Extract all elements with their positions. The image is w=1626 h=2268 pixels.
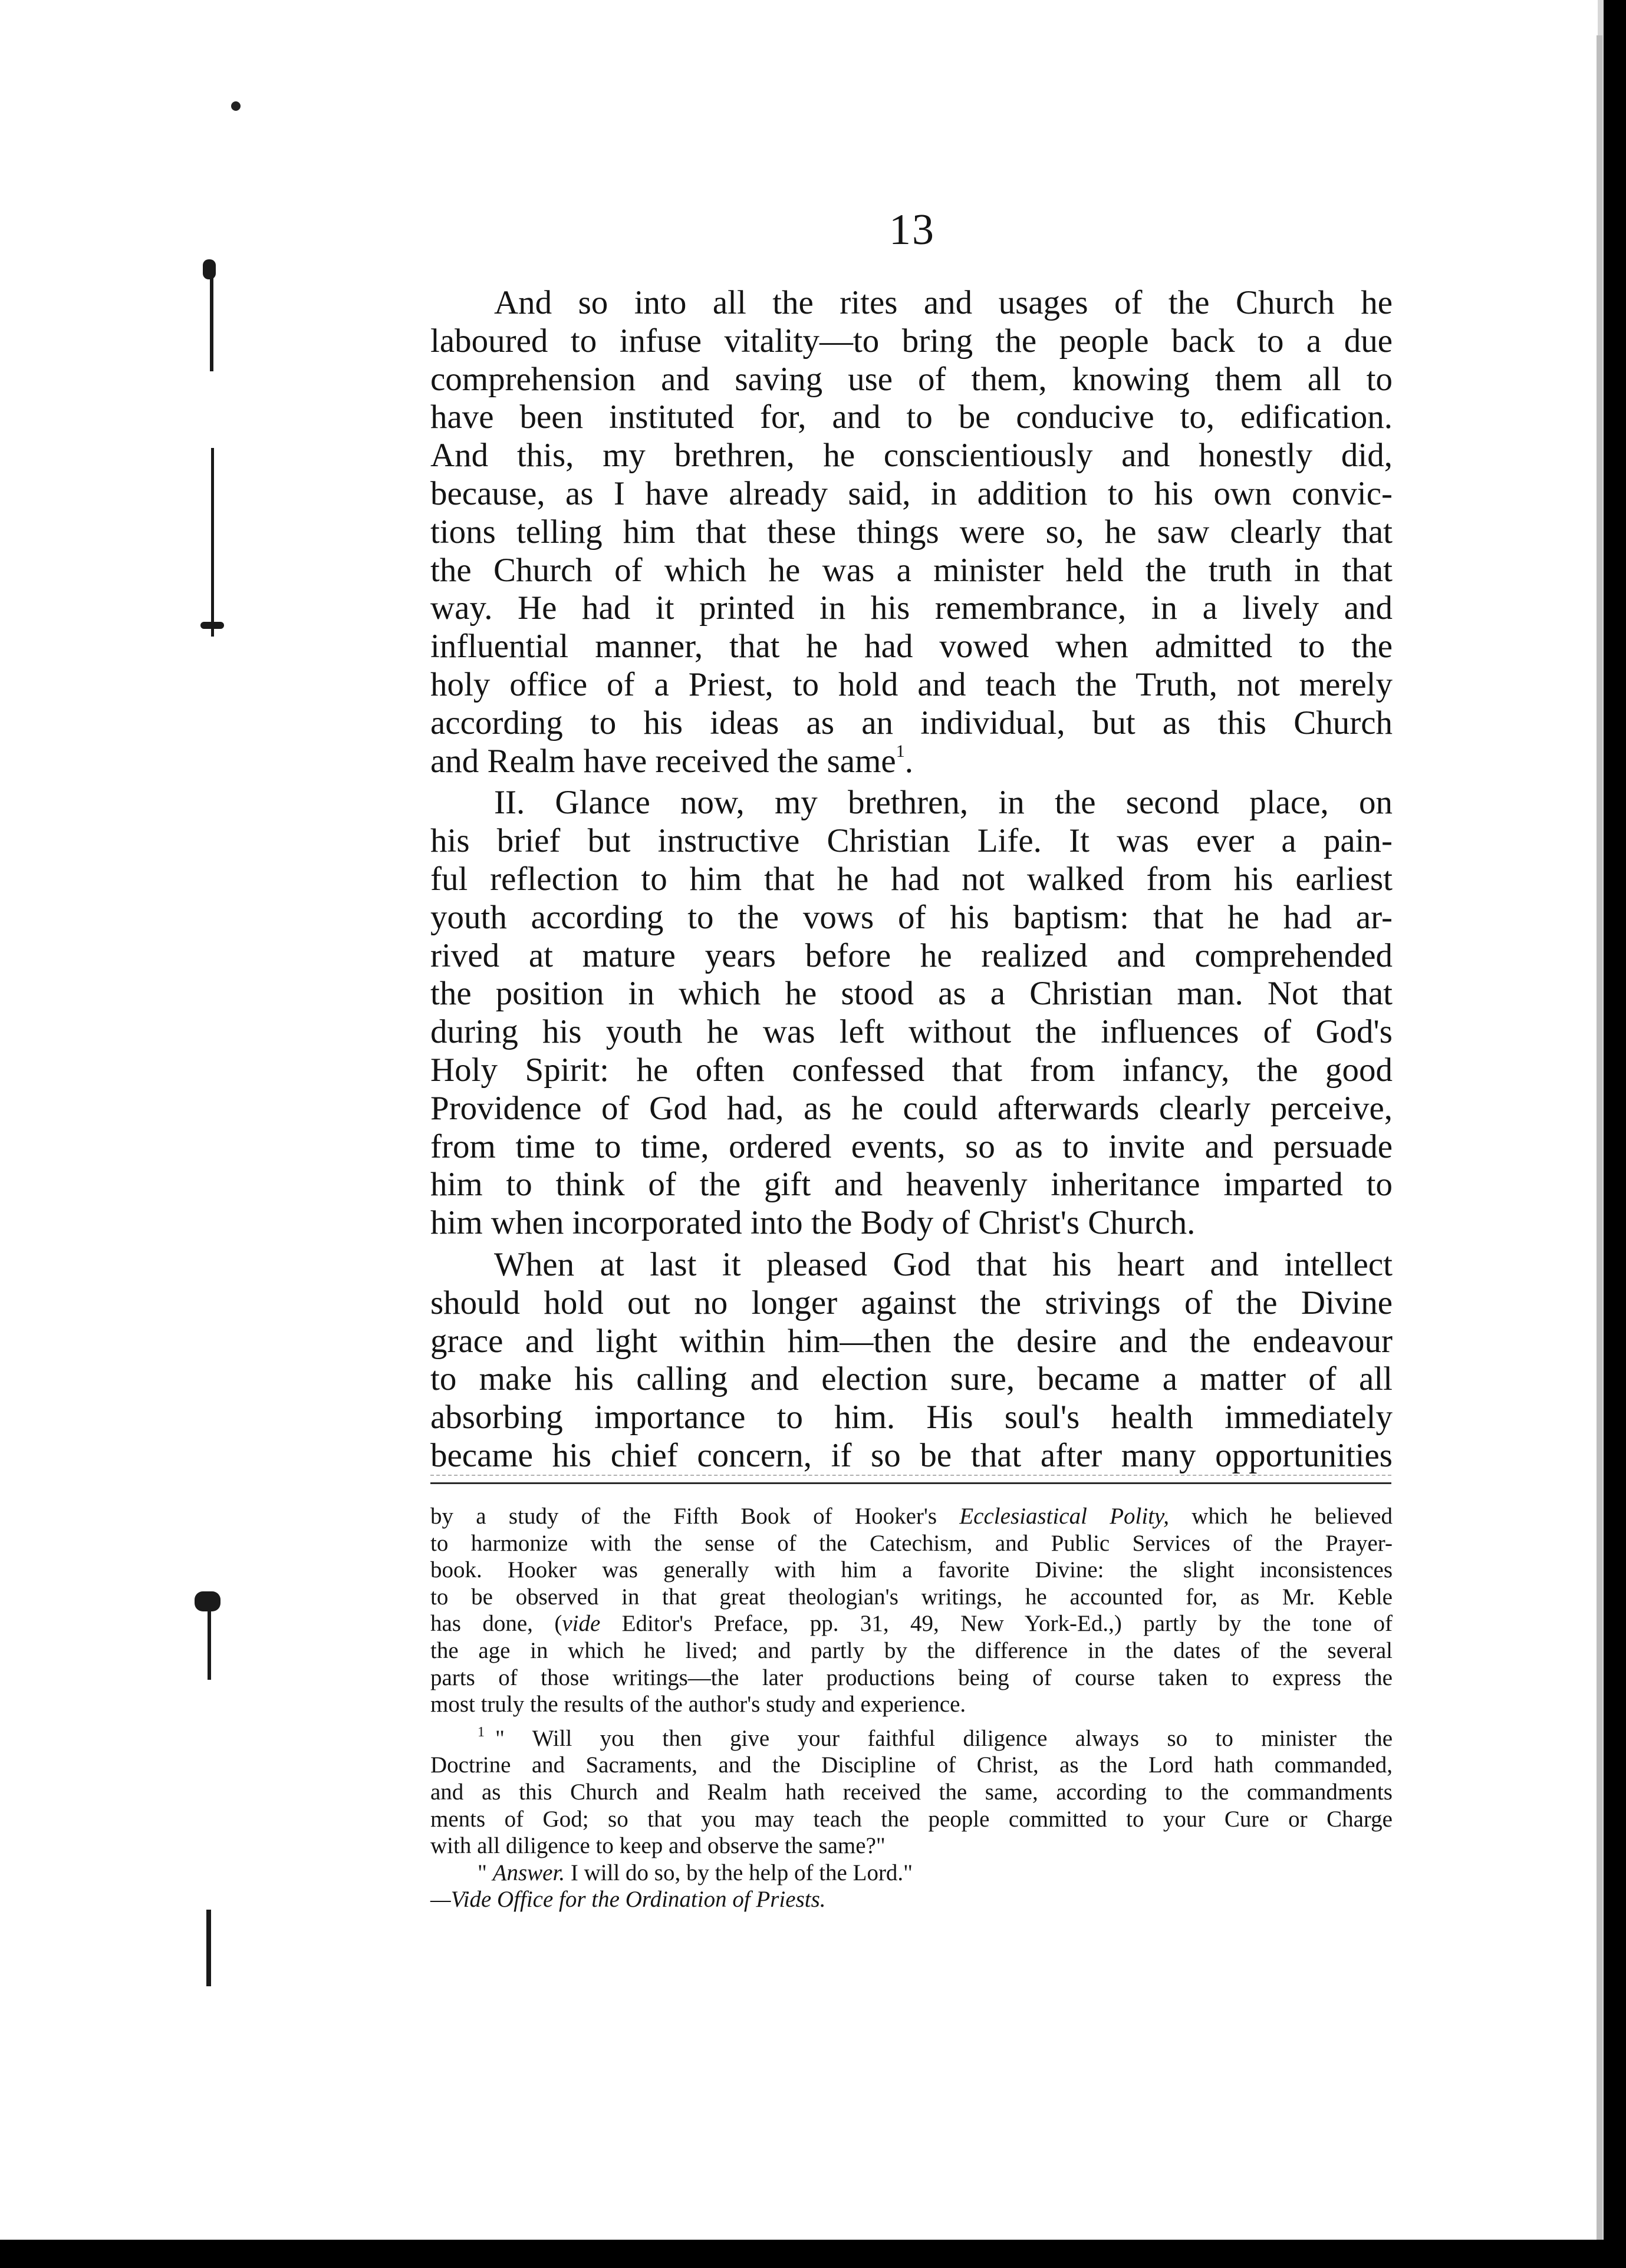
text-line: him to think of the gift and heavenly inheritance imparted to <box>430 1166 1393 1204</box>
binding-mark-3 <box>211 448 214 637</box>
footnote-1 <box>430 1725 1393 1913</box>
text-run: . <box>904 742 913 780</box>
footnote-line: ments of God; so that you may teach the people committed to your Cure or Charge <box>430 1806 1393 1832</box>
footnote-line: to be observed in that great theologian's writings, he accounted for, as Mr. Keble <box>430 1584 1393 1610</box>
text-line: his brief but instructive Christian Life. It was ever a pain- <box>430 822 1393 860</box>
text-line: laboured to infuse vitality—to bring the people back to a due <box>430 322 1393 360</box>
footnote-line <box>430 1725 1393 1752</box>
text-line: the Church of which he was a minister held the truth in that <box>430 551 1393 589</box>
page-edge-shadow <box>1597 35 1602 2240</box>
text-run-italic: Answer. <box>492 1860 565 1885</box>
footnote-line <box>430 1503 1393 1530</box>
text-line: from time to time, ordered events, so as to invite and persuade <box>430 1128 1393 1165</box>
footnote-rule-faint <box>430 1475 1391 1476</box>
text-line: And this, my brethren, he conscientiously and honestly did, <box>430 437 1393 474</box>
text-line: should hold out no longer against the strivings of the Divine <box>430 1284 1393 1321</box>
text-run-italic: vide <box>562 1611 601 1637</box>
paragraph-rites-and-usages <box>430 284 1393 780</box>
footnote-mark: 1 <box>478 1724 485 1740</box>
footnote-line: book. Hooker was generally with him a favorite Divine: the slight inconsistences <box>430 1557 1393 1583</box>
text-line: youth according to the vows of his baptism: that he had ar- <box>430 898 1393 936</box>
book-title: Ecclesiastical Polity, <box>959 1504 1169 1529</box>
binding-mark-4 <box>200 622 224 629</box>
binding-mark-5 <box>195 1591 220 1611</box>
text-run: which he believed <box>1169 1504 1393 1529</box>
text-run: Editor's Preface, pp. 31, 49, New York-Ed.,) partly by the tone of <box>600 1611 1393 1637</box>
footnote-line <box>430 1610 1393 1637</box>
footnote-rule <box>430 1482 1391 1484</box>
binding-mark-1 <box>203 259 216 279</box>
footnote-answer <box>430 1860 1393 1887</box>
footnote-line: to harmonize with the sense of the Catechism, and Public Services of the Prayer- <box>430 1530 1393 1556</box>
footnote-line: Doctrine and Sacraments, and the Discipline of Christ, as the Lord hath commanded, <box>430 1752 1393 1778</box>
binding-mark-2 <box>210 277 213 371</box>
paragraph-christian-life <box>430 784 1393 1242</box>
text-line: holy office of a Priest, to hold and teach the Truth, not merely <box>430 665 1393 703</box>
text-run: " <box>478 1860 493 1885</box>
footnote-line: most truly the results of the author's study and experience. <box>430 1692 966 1718</box>
footnote-citation: —Vide Office for the Ordination of Priests. <box>430 1887 826 1913</box>
text-line: And so into all the rites and usages of the Church he <box>494 284 1393 321</box>
binding-mark-6 <box>208 1609 211 1680</box>
page-number: 13 <box>889 206 935 254</box>
footnote-line: parts of those writings—the later productions being of course taken to express the <box>430 1664 1393 1690</box>
footnote-line: and as this Church and Realm hath received the same, according to the commandments <box>430 1779 1393 1805</box>
scan-speck <box>231 101 241 111</box>
text-run: I will do so, by the help of the Lord." <box>565 1860 913 1885</box>
text-run: by a study of the Fifth Book of Hooker's <box>430 1504 960 1529</box>
footnote-continued <box>430 1503 1393 1718</box>
text-line: tions telling him that these things were so, he saw clearly that <box>430 513 1393 550</box>
text-line: grace and light within him—then the desire and the endeavour <box>430 1322 1393 1360</box>
text-line <box>430 743 1393 781</box>
text-line: him when incorporated into the Body of Christ's Church. <box>430 1204 1196 1242</box>
footnote-reference[interactable]: 1 <box>896 741 905 761</box>
text-line: absorbing importance to him. His soul's health immediately <box>430 1399 1393 1436</box>
paragraph-when-at-last <box>430 1246 1393 1475</box>
text-line: to make his calling and election sure, became a matter of all <box>430 1360 1393 1398</box>
text-line: rived at mature years before he realized and comprehended <box>430 937 1393 974</box>
text-run: " Will you then give your faithful diligence always so to minister the <box>495 1725 1393 1751</box>
text-line: II. Glance now, my brethren, in the second place, on <box>494 784 1393 822</box>
body-text <box>430 284 1393 1479</box>
text-line: became his chief concern, if so be that after many opportunities <box>430 1436 1393 1474</box>
text-line: according to his ideas as an individual, but as this Church <box>430 704 1393 741</box>
text-line: because, as I have already said, in addition to his own convic- <box>430 474 1393 512</box>
text-line: When at last it pleased God that his heart and intellect <box>494 1245 1393 1283</box>
text-run: has done, ( <box>430 1611 562 1637</box>
binding-mark-7 <box>206 1910 211 1986</box>
text-line: Holy Spirit: he often confessed that from infancy, the good <box>430 1051 1393 1089</box>
text-line: the position in which he stood as a Christian man. Not that <box>430 975 1393 1013</box>
footnotes <box>430 1503 1393 1920</box>
text-line: have been instituted for, and to be conducive to, edification. <box>430 398 1393 436</box>
text-line: during his youth he was left without the influences of God's <box>430 1013 1393 1051</box>
text-line: Providence of God had, as he could afterwards clearly perceive, <box>430 1089 1393 1127</box>
text-line: influential manner, that he had vowed when admitted to the <box>430 628 1393 665</box>
text-line: way. He had it printed in his remembrance, in a lively and <box>430 589 1393 627</box>
text-line: ful reflection to him that he had not walked from his earliest <box>430 860 1393 898</box>
footnote-line: the age in which he lived; and partly by the difference in the dates of the several <box>430 1637 1393 1663</box>
footnote-line: with all diligence to keep and observe the same?" <box>430 1833 886 1859</box>
text-line: comprehension and saving use of them, knowing them all to <box>430 360 1393 398</box>
text-run: and Realm have received the same <box>430 742 896 780</box>
